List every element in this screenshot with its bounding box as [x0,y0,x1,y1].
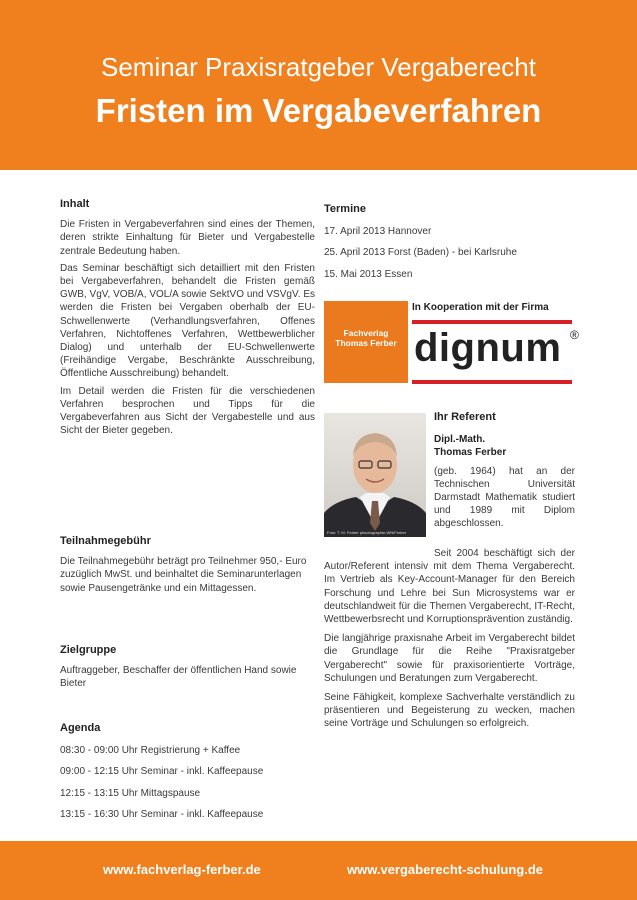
teilnahme-text: Die Teilnahmegebühr beträgt pro Teilnehmer 950,- Euro zuzüglich MwSt. und beinhaltet die Seminarunterlagen sowie Pausengetränke und ein Mittagessen. [60,556,307,594]
dignum-bottom-bar [412,380,572,384]
agenda-item: 09:00 - 12:15 Uhr Seminar - inkl. Kaffeepause [60,766,264,778]
agenda-item: 13:15 - 16:30 Uhr Seminar - inkl. Kaffeepause [60,808,264,820]
fachverlag-logo-line-2: Thomas Ferber [335,338,397,348]
referent-side-text [434,411,575,535]
inhalt-paragraph-3: Im Detail werden die Fristen für die verschiedenen Verfahren besprochen und Tipps für die Vergabeverfahren aus Sicht der Vergabestelle und aus Sicht der Bieter gegeben. [60,385,315,437]
inhalt-heading: Inhalt [60,198,90,210]
referent-title: Dipl.-Math. [434,434,486,446]
termin-item: 25. April 2013 Forst (Baden) - bei Karlsruhe [324,247,517,259]
footer-banner [0,841,637,900]
referent-bio-1: (geb. 1964) hat an der Technischen Universität Darmstadt Mathematik studiert und 1989 mit Diplom abgeschlossen. [434,465,575,530]
teilnahme-heading: Teilnahmegebühr [60,535,151,547]
termine-heading: Termine [324,203,366,215]
agenda-item: 08:30 - 09:00 Uhr Registrierung + Kaffee [60,745,241,757]
referent-name: Thomas Ferber [434,447,507,459]
referent-bio-4: Seine Fähigkeit, komplexe Sachverhalte verständlich zu präsentieren und Begeisterung zu wecken, machen seine Vorträge und Schulungen so erfolgreich. [324,692,575,730]
inhalt-paragraph-1: Die Fristen in Vergabeverfahren sind eines der Themen, deren strikte Einhaltung für Bieter und Vergabestelle zentrale Bedeutung haben. [60,219,315,257]
zielgruppe-text: Auftraggeber, Beschaffer der öffentlichen Hand sowie Bieter [60,665,297,690]
left-column [60,198,315,838]
referent-photo [324,413,426,537]
seminar-title: Seminar Praxisratgeber Vergaberecht [100,52,536,82]
referent-heading: Ihr Referent [434,411,496,423]
photo-caption: Foto: T. M. Ferber phsotographie-WN/Ferber [327,530,407,535]
inhalt-paragraph-2: Das Seminar beschäftigt sich detailliert mit den Fristen bei Vergabeverfahren, behandelt die Fristen gemäß GWB, VgV, VOB/A, VOL/A sowie SektVO und VSVgV. Es werden die Fristen bei Vergaben oberhalb der EU-Schwellenwerte (Verhandlungsverfahren, Offenes Verfahren, Nichtoffenes Verfahren, Wettbewerblicher Dialog) und unterhalb der EU-Schwellenwerte (Freihändige Vergabe, Beschränkte Ausschreibung, Öffentliche Ausschreibung) behandelt. [60,262,315,380]
fachverlag-logo-line-1: Fachverlag [343,328,389,338]
dignum-wordmark: dignum [414,326,562,370]
section-termine [324,203,574,289]
section-zielgruppe [60,644,315,695]
section-inhalt [60,198,315,441]
portrait-illustration [324,413,426,537]
section-teilnahme [60,535,315,599]
referent-bio-block [324,547,575,735]
agenda-item: 12:15 - 13:15 Uhr Mittagspause [60,787,201,799]
zielgruppe-heading: Zielgruppe [60,644,117,656]
termin-item: 17. April 2013 Hannover [324,226,432,238]
footer-link-vergaberecht[interactable]: www.vergaberecht-schulung.de [347,862,544,877]
agenda-heading: Agenda [60,722,101,734]
section-agenda [60,722,315,829]
registered-mark: ® [570,328,579,342]
seminar-subtitle: Fristen im Vergabeverfahren [95,92,542,129]
footer-link-fachverlag[interactable]: www.fachverlag-ferber.de [103,862,261,877]
kooperation-heading: In Kooperation mit der Firma [412,302,549,313]
referent-bio-3: Die langjährige praxisnahe Arbeit im Vergaberecht bildet die Grundlage für die Reihe "Praxisratgeber Vergaberecht" sowie für praxisorientierte Vorträge, Schulungen und Beratungen zum Vergaberecht. [324,633,575,684]
fachverlag-logo [324,301,408,383]
dignum-logo [412,320,579,384]
header-banner [0,0,637,170]
termin-item: 15. Mai 2013 Essen [324,268,413,280]
referent-bio-2: Seit 2004 beschäftigt sich der Autor/Referent intensiv mit dem Thema Vergaberecht. Im Vertrieb als Key-Account-Manager für den Bereich Forschung und Lehre bei Sun Microsystems war er deutschlandweit für die Themen Vergaberecht, IT-Recht, Wettbewerbsrecht und Korruptionsprävention zuständig. [324,548,575,626]
